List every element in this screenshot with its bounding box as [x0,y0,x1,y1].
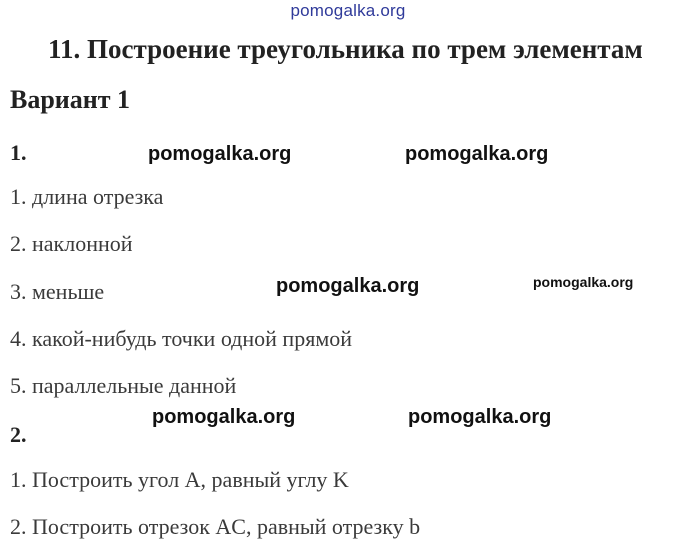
answer-line-1-4: 4. какой-нибудь точки одной прямой [10,326,353,351]
watermark-1: pomogalka.org [148,143,292,165]
answer-line-2-1: 1. Построить угол А, равный углу K [10,467,349,492]
question-2-number: 2. [10,422,27,447]
watermark-small: pomogalka.org [533,274,634,290]
answer-line-1-2: 2. наклонной [10,231,133,256]
watermark-3: pomogalka.org [276,275,420,297]
watermark-2: pomogalka.org [405,143,549,165]
page-title: 11. Построение треугольника по трем элементам [48,34,643,64]
watermark-4: pomogalka.org [152,406,296,428]
answer-line-1-3: 3. меньше [10,279,105,304]
answer-line-1-5: 5. параллельные данной [10,373,237,398]
question-1-number: 1. [10,140,27,165]
answer-line-2-2: 2. Построить отрезок AC, равный отрезку b [10,514,421,539]
variant-heading: Вариант 1 [10,85,131,114]
top-watermark: pomogalka.org [290,1,406,20]
watermark-5: pomogalka.org [408,406,552,428]
answer-line-1-1: 1. длина отрезка [10,184,164,209]
